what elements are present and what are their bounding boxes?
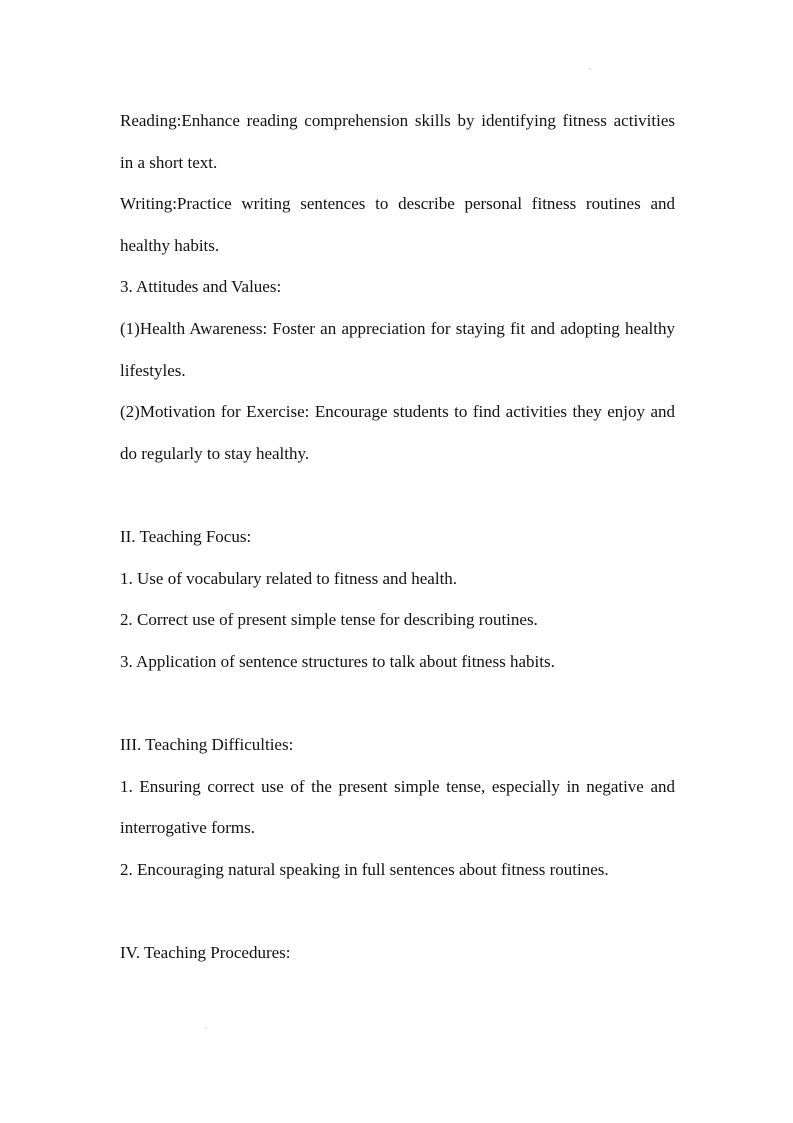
- blank-line: [120, 682, 675, 724]
- teaching-difficulties-heading: III. Teaching Difficulties:: [120, 734, 294, 754]
- focus-item-1: 1. Use of vocabulary related to fitness and health.: [120, 568, 458, 588]
- motivation-exercise-item: (2)Motivation for Exercise: Encourage students to find activities they enjoy and do regularly to stay healthy.: [120, 402, 675, 463]
- writing-objective: Writing:Practice writing sentences to describe personal fitness routines and healthy habits.: [120, 194, 675, 255]
- document-body: [120, 100, 675, 973]
- reading-objective: Reading:Enhance reading comprehension skills by identifying fitness activities in a short text.: [120, 111, 675, 172]
- difficulty-item-1: 1. Ensuring correct use of the present simple tense, especially in negative and interrogative forms.: [120, 776, 675, 838]
- scan-speck: [205, 1027, 207, 1029]
- health-awareness-item: (1)Health Awareness: Foster an appreciation for staying fit and adopting healthy lifestyles.: [120, 318, 675, 380]
- difficulty-item-2: 2. Encouraging natural speaking in full sentences about fitness routines.: [120, 859, 609, 879]
- focus-item-2: 2. Correct use of present simple tense for describing routines.: [120, 610, 538, 630]
- teaching-procedures-heading: IV. Teaching Procedures:: [120, 942, 291, 962]
- attitudes-values-heading: 3. Attitudes and Values:: [120, 277, 282, 297]
- blank-line: [120, 474, 675, 516]
- blank-line: [120, 890, 675, 932]
- focus-item-3: 3. Application of sentence structures to talk about fitness habits.: [120, 651, 555, 671]
- scan-speck: [589, 68, 591, 70]
- teaching-focus-heading: II. Teaching Focus:: [120, 526, 252, 546]
